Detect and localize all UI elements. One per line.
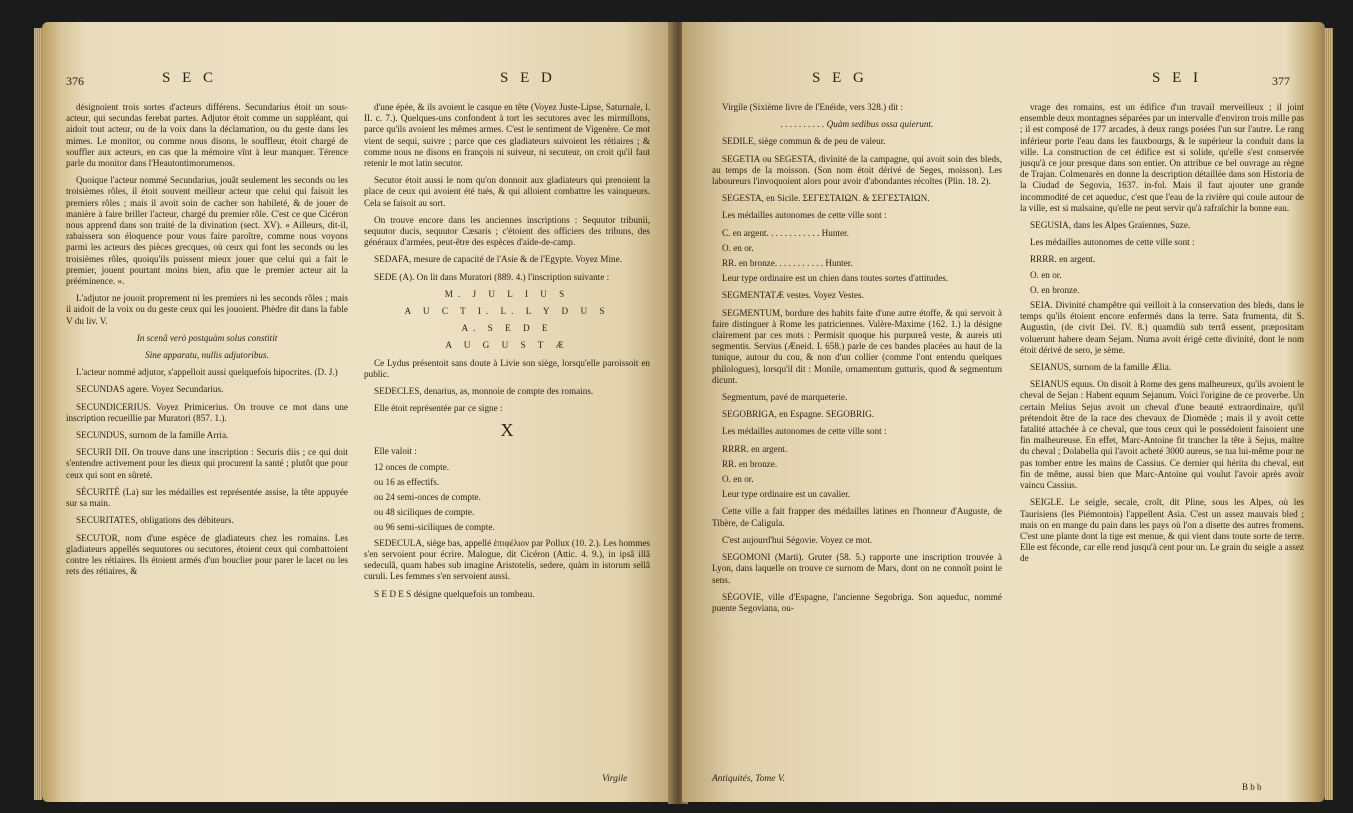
paragraph: Segmentum, pavé de marqueterie.	[722, 392, 848, 403]
paragraph: SEGMENTATÆ vestes. Voyez Vestes.	[722, 290, 864, 301]
paragraph: SEDILE, siège commun & de peu de valeur.	[722, 136, 886, 147]
paragraph: SECUTOR, nom d'une espèce de gladiateurs chez les romains. Les gladiateurs appellés sequutores ou secutores, étoient ceux qui combattoient contre les rétiaires. Ils étoient armés d'un bouclier pour parer le lacet ou les rets des rétiaires, &	[66, 532, 348, 577]
page-number-right: 377	[1272, 74, 1290, 88]
paragraph: SEGOBRIGA, en Espagne. SEGOBRIG.	[722, 409, 875, 420]
paragraph: Sine apparatu, nullis adjutoribus.	[145, 350, 269, 361]
paragraph: ou 96 semi-siciliques de compte.	[374, 522, 495, 533]
paragraph: . . . . . . . . . . Quàm sedibus ossa quierunt.	[780, 119, 934, 130]
paragraph: Secutor étoit aussi le nom qu'on donnoit aux gladiateurs qui prenoient la place de ceux qui avoient été tués, & qui alloient combattre les vainqueurs. Cela se faisoit au sort.	[364, 175, 650, 208]
paragraph: A. S E D E	[461, 323, 553, 334]
left-page	[42, 22, 674, 802]
paragraph: RR. en bronze. . . . . . . . . . . Hunter.	[722, 258, 853, 269]
paragraph: On trouve encore dans les anciennes inscriptions : Sequutor tribunii, sequutor ducis, sequutor Cæsaris ; c'étoient des officiers des tribuns, des généraux d'armées, peut-être des espèces d'aide-de-camp.	[364, 214, 650, 248]
paragraph: O. en or.	[722, 242, 754, 253]
paragraph: M. J U L I U S	[444, 288, 570, 299]
paragraph: SEDAFA, mesure de capacité de l'Asie & de l'Egypte. Voyez Mine.	[374, 254, 622, 265]
paragraph: Elle valoit :	[374, 446, 417, 457]
paragraph: In scenâ verò postquàm solus constitit	[136, 332, 278, 343]
paragraph: SÉCURITÉ (La) sur les médailles est représentée assise, la tête appuyée sur sa main.	[66, 486, 348, 509]
paragraph: Les médailles autonomes de cette ville sont :	[722, 210, 887, 221]
paragraph: SEIANUS, surnom de la famille Ælia.	[1030, 362, 1172, 373]
paragraph: SECUNDAS agere. Voyez Secundarius.	[76, 384, 224, 395]
paragraph: A U C T I. L. L Y D U S	[404, 306, 610, 317]
paragraph: SEIANUS equus. On disoit à Rome des gens malheureux, qu'ils avoient le cheval de Sejan : Habent equum Sejanum. Voici l'origine de ce proverbe. Un certain Melius Sejus avoit un cheval d'une beauté extraordinaire, qu'il prétendoit être de la race des chevaux de Diomède ; mais il y avoit cette fatalité attachée à ce cheval, que tous ceux qui le possédoient faisoient une fin malheureuse. En effet, Marc-Antoine fit trancher la tête à Sejus, maître du cheval ; Dolabella qui l'avoit acheté 3000 aureus, se tua lui-même pour ne pas tomber entre les mains de Cassius. Ce dernier qui hérita du cheval, eut fin de même, aussi bien que Marc-Antoine qui voulut l'avoir après avoir vaincu Cassius.	[1020, 379, 1304, 491]
page-edges-left	[34, 28, 42, 800]
running-head-sec: S E C	[162, 70, 218, 86]
paragraph: RRRR. en argent.	[1030, 254, 1096, 265]
paragraph: d'une épée, & ils avoient le casque en tête (Voyez Juste-Lipse, Saturnale, l. II. c. 7.). Quelques-uns confondent à tort les secutores avec les mirmillons, parce qu'ils avoient les mêmes armes. C'est le sentiment de Vigenère. Ce mot vient de sequi, suivre ; parce que ces gladiateurs suivoient les rétiaires ; & comme nous ne disons en françois ni suiveur, ni secuteur, on croit qu'il faut retenir le mot latin secutor.	[364, 102, 650, 169]
paragraph: O. en or.	[1030, 269, 1062, 280]
paragraph: Quoique l'acteur nommé Secundarius, jouât seulement les seconds ou les troisièmes rôles, il étoit souvent meilleur acteur que celui qui faisoit les premiers rôles ; mais il avoit soin de cacher son habileté, & de jouer de manière à faire briller l'acteur, chargé du premier rôle. C'est ce que Cicéron nous apprend dans son traité de la divination (sect. XV). « Ailleurs, dit-il, rabaissera son éloquence pour vous faire paroître, comme nous voyons parmi les acteurs des pièces grecques, où ceux qui font les seconds ou les troisièmes rôles, quoiqu'ils puissent mieux jouer que celui qui a fait le premier, jouent pourtant moins bien, afin que le premier acteur ait la prééminence. ».	[66, 175, 348, 287]
page-number-left: 376	[66, 74, 84, 88]
paragraph: Ce Lydus présentoit sans doute à Livie son siège, lorsqu'elle paroissoit en public.	[364, 357, 650, 379]
paragraph: O. en or.	[722, 474, 754, 485]
paragraph: A U G U S T Æ	[445, 340, 569, 351]
signature-mark: B b b	[1242, 782, 1262, 792]
paragraph: SEDECULA, siège bas, appellé ἑπιφέλιον par Pollux (10. 2.). Les hommes s'en servoient pour écrire. Malogue, dit Cicéron (Attic. 4. 9.), in ipsâ illâ sedeculâ, quam habes sub imagine Aristotelis, sedere, quàm in istorum sellâ curuli. Les femmes s'en servoient aussi.	[364, 537, 650, 582]
paragraph: Leur type ordinaire est un cavalier.	[722, 489, 851, 500]
running-head-seg: S E G	[812, 70, 868, 86]
paragraph: SÉGOVIE, ville d'Espagne, l'ancienne Segobriga. Son aqueduc, nommé puente Segoviana, ou-	[712, 591, 1002, 613]
paragraph: SEGUSIA, dans les Alpes Graïennes, Suze.	[1030, 220, 1191, 231]
paragraph: ou 48 siciliques de compte.	[374, 507, 475, 518]
right-column-1	[712, 102, 1002, 620]
paragraph: L'acteur nommé adjutor, s'appelloit aussi quelquefois hipocrites. (D. J.)	[76, 367, 338, 378]
paragraph: ou 24 semi-onces de compte.	[374, 492, 481, 503]
paragraph: C'est aujourd'hui Ségovie. Voyez ce mot.	[722, 534, 873, 545]
paragraph: O. en bronze.	[1030, 284, 1080, 295]
paragraph: SEGOMONI (Marti). Gruter (58. 5.) rapporte une inscription trouvée à Lyon, dans laquelle on trouve ce surnom de Mars, dont on ne connoît point le sens.	[712, 552, 1002, 585]
right-column-2	[1020, 102, 1304, 571]
left-column-1	[66, 102, 348, 583]
paragraph: RR. en bronze.	[722, 458, 778, 469]
paragraph: SECURII DII. On trouve dans une inscription : Securis diis ; ce qui doit s'entendre activement pour les dieux qui procurent la santé ; plutôt que pour ceux qui sont en sûreté.	[66, 447, 348, 480]
paragraph: SEGETIA ou SEGESTA, divinité de la campagne, qui avoit soin des bleds, au temps de la moisson. (Son nom étoit dérivé de Seges, moisson). Les laboureurs l'invoquoient alors pour avoir d'abondantes récoltes (Plin. 18. 2).	[712, 153, 1002, 187]
left-column-2	[364, 102, 650, 606]
paragraph: 12 onces de compte.	[374, 461, 450, 472]
running-head-sed: S E D	[500, 70, 556, 86]
paragraph: Cette ville a fait frapper des médailles latines en l'honneur d'Auguste, de Tibère, de Caligula.	[712, 506, 1002, 528]
paragraph: SEDECLES, denarius, as, monnoie de compte des romains.	[374, 386, 594, 397]
paragraph: désignoient trois sortes d'acteurs différens. Secundarius étoit un sous-acteur, qui secundas ferebat partes. Adjutor étoit comme un suppléant, qui aidoit tout acteur, ou de la voix dans la déclamation, ou du geste dans les mimes. Le monitor, ou comme nous disons, le souffleur, étoit chargé de souffler aux acteurs, en cas que la mémoire vînt à leur manquer. Térence parle du monitor dans l'Heautontimorumenos.	[66, 102, 348, 169]
catchword: Virgile	[602, 774, 628, 784]
paragraph: SEIA. Divinité champêtre qui veilloit à la conservation des bleds, dans le temps qu'ils étoient encore enfermés dans la terre. Sata frumenta, dit S. Augustin, (de civit Dei. IV. 8.) quamdiù sub terrâ essent, præpositam voluerunt habere deam Sejam. Numa avoit érigé cette divinité, dont le nom étoit dérivé de sero, je sème.	[1020, 300, 1304, 355]
page-edges-right	[1325, 28, 1333, 800]
paragraph: L'adjutor ne jouoit proprement ni les premiers ni les seconds rôles ; mais il aidoit de la voix ou du geste ceux qui les jouoient. Phèdre dit dans la fable V du liv. V.	[66, 293, 348, 326]
paragraph: SECUNDICERIUS. Voyez Primicerius. On trouve ce mot dans une inscription recueillie par Muratori (857. 1.).	[66, 401, 348, 423]
paragraph: Les médailles autonomes de cette ville sont :	[1030, 237, 1195, 248]
paragraph: X	[500, 420, 514, 441]
paragraph: SEDE (A). On lit dans Muratori (889. 4.) l'inscription suivante :	[374, 271, 610, 282]
paragraph: Leur type ordinaire est un chien dans toutes sortes d'attitudes.	[722, 273, 949, 284]
paragraph: SEGESTA, en Sicile. ΣΕΓΕΣΤΑΙΩΝ. & ΣΕΓΕΣΤΑΙΩΝ.	[722, 193, 930, 204]
right-page	[682, 22, 1325, 802]
volume-footer: Antiquités, Tome V.	[712, 774, 785, 784]
paragraph: ou 16 as effectifs.	[374, 476, 440, 487]
paragraph: SECUNDUS, surnom de la famille Arria.	[76, 430, 229, 441]
paragraph: vrage des romains, est un édifice d'un travail merveilleux ; il joint ensemble deux montagnes séparées par un intervalle d'environ trois mille pas ; il est composé de 177 arcades, à deux rangs posées l'un sur l'autre. Le rang inférieur porte l'eau dans les fauxbourgs, & le supérieur la conduit dans la ville. La construction de cet édifice est si solide, qu'elle s'est conservée jusqu'à ce jour presque dans son entier. On attribue ce bel ouvrage au règne de Trajan. Colmenarès en donne la description détaillée dans son Historia de la Ciudad de Segovia, 1637. in-fol. Mais il faut ajouter une grande incommodité de cet aqueduc, c'est que l'eau de la rivière qui coule autour de la ville, est si malsaine, qu'elle ne peut servir qu'à rafraîchir la bonne eau.	[1020, 102, 1304, 213]
paragraph: C. en argent. . . . . . . . . . . . Hunter.	[722, 227, 849, 238]
paragraph: S E D E S désigne quelquefois un tombeau.	[374, 588, 535, 599]
paragraph: Elle étoit représentée par ce signe :	[374, 403, 503, 414]
paragraph: RRRR. en argent.	[722, 443, 788, 454]
open-book	[42, 22, 1325, 807]
paragraph: SEGMENTUM, bordure des habits faite d'une autre étoffe, & qui servoit à faire distinguer à Rome les patriciennes. Valère-Maxime (162. 1.) la désigne clairement par ces mots : Permisit quoque his purpureâ veste, & aureis uti segmentis. Servius (Æneid. I. 658.) parle de ces bandes placées au haut de la tunique, autour du cou, & non d'un collier (comme l'ont entendu quelques philologues), lorsqu'il dit : Monile, ornamentum gutturis, quod & segmentum dicunt.	[712, 307, 1002, 385]
paragraph: SEIGLE. Le seigle, secale, croît, dit Pline, sous les Alpes, où les Taurisiens (les Piémontois) l'appellent Asia. C'est un assez mauvais bled ; mais on en mange du pain dans les pays où l'on a disette des autres fromens. C'est une plante dont la tige est menue, & qui vient dans toute sorte de terre. Elle est féconde, car elle rend jusqu'à cent pour un. Le grain du seigle a assez de	[1020, 497, 1304, 564]
running-head-sei: S E I	[1152, 70, 1202, 86]
paragraph: Les médailles autonomes de cette ville sont :	[722, 426, 887, 437]
paragraph: Virgile (Sixième livre de l'Enéide, vers 328.) dit :	[722, 102, 904, 112]
paragraph: SECURITATES, obligations des débiteurs.	[76, 515, 234, 526]
